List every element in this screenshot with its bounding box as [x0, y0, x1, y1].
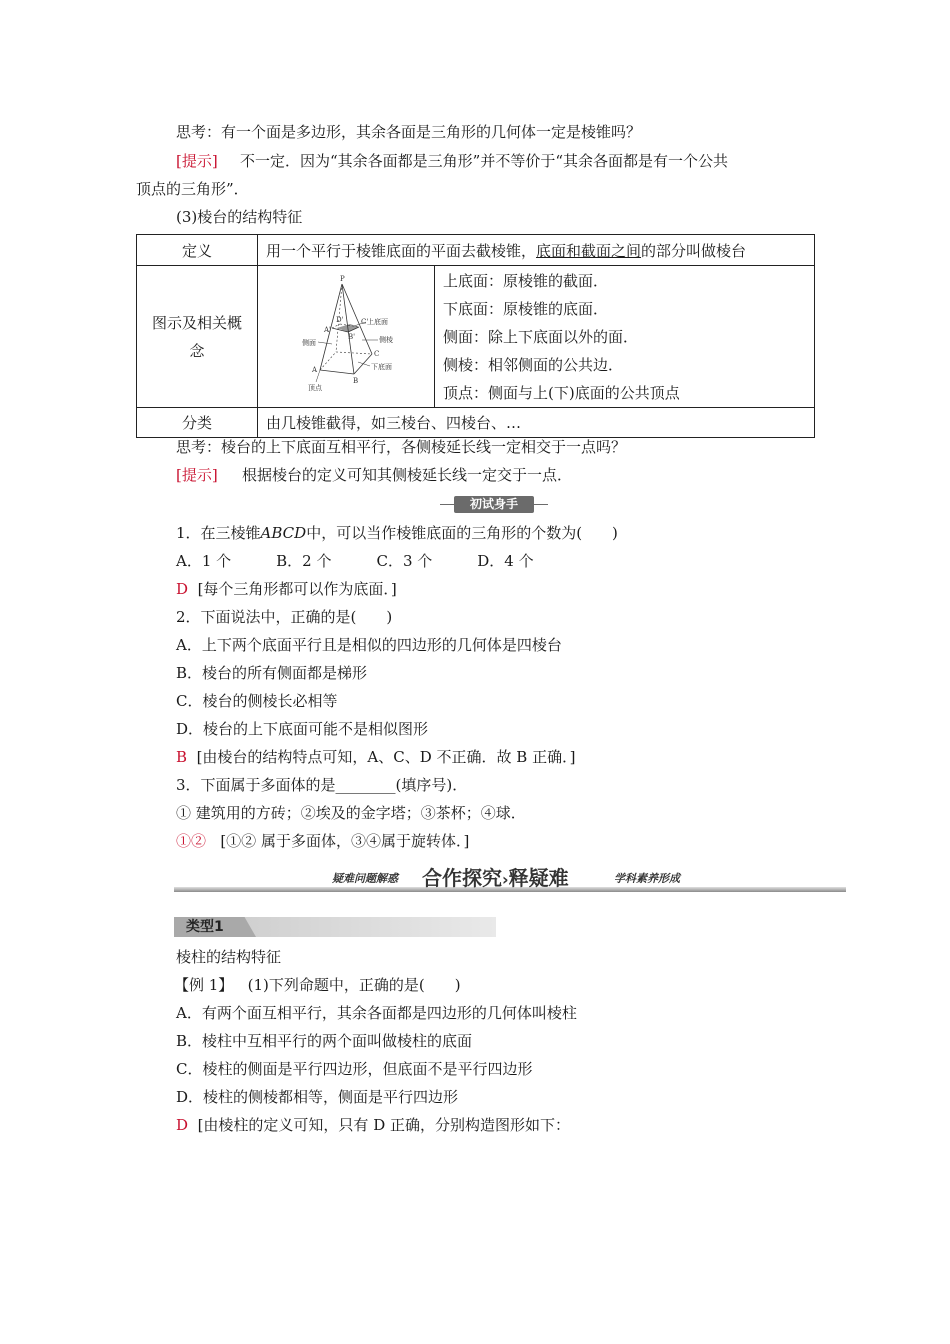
table-row-figure: [137, 266, 815, 408]
think-question-2: 思考：棱台的上下底面互相平行，各侧棱延长线一定相交于一点吗？: [176, 438, 627, 456]
section-header-right: 学科素养形成: [614, 872, 680, 885]
definition-cell: [258, 235, 815, 266]
label-definition: 定义: [137, 235, 258, 266]
example-1: [174, 974, 461, 996]
answer-1-key: D: [176, 580, 189, 598]
frustum-table: [136, 234, 815, 438]
table-row-definition: [137, 235, 815, 266]
question-1-var: ABCD: [260, 524, 307, 542]
question-2-option-b: B．棱台的所有侧面都是梯形: [176, 664, 368, 682]
label-b1: B': [348, 333, 356, 341]
question-1-b: 中，可以当作棱锥底面的三角形的个数为( ): [306, 524, 618, 542]
question-1-options: A．1 个 B．2 个 C．3 个 D．4 个: [176, 552, 534, 570]
answer-1-text: [每个三角形都可以作为底面．]: [197, 580, 397, 598]
example-1-option-b: B．棱柱中互相平行的两个面叫做棱柱的底面: [176, 1032, 473, 1050]
hint-text-1-line2: 顶点的三角形”．: [136, 180, 249, 198]
label-bottom-face: 下底面: [371, 363, 392, 371]
label-d1: D': [336, 316, 344, 324]
concept-lateral-edge: 侧棱：相邻侧面的公共边．: [443, 355, 624, 374]
label-c: C: [374, 350, 380, 358]
type-1-heading: 棱柱的结构特征: [176, 948, 282, 966]
question-1: [176, 522, 618, 544]
table-row-classification: [137, 408, 815, 438]
section-header-title-2: 释疑难: [508, 866, 569, 890]
question-2-option-c: C．棱台的侧棱长必相等: [176, 692, 338, 710]
example-1-option-c: C．棱柱的侧面是平行四边形，但底面不是平行四边形: [176, 1060, 533, 1078]
arrow-icon: ›: [502, 870, 509, 889]
example-1-option-d: D．棱柱的侧棱都相等，侧面是平行四边形: [176, 1088, 459, 1106]
label-classification: 分类: [137, 408, 258, 438]
answer-3-text: [①② 属于多面体，③④属于旋转体．]: [220, 832, 470, 850]
question-2-option-a: A．上下两个底面平行且是相似的四边形的几何体是四棱台: [176, 636, 562, 654]
subheading-frustum: (3)棱台的结构特征: [176, 208, 303, 226]
hint-label-1: [提示]: [176, 152, 218, 170]
hint-label-2: [提示]: [176, 466, 218, 484]
label-figure-line2: 念: [189, 341, 205, 360]
label-lateral-edge: 侧棱: [379, 336, 393, 344]
definition-text-a: 用一个平行于棱锥底面的平面去截棱锥，: [266, 241, 537, 260]
hint-text-2: 根据棱台的定义可知其侧棱延长线一定交于一点．: [242, 466, 573, 484]
label-top-face: 上底面: [367, 318, 388, 326]
example-1-answer: [176, 1114, 570, 1136]
figure-cell: [258, 266, 435, 408]
concept-top-face: 上底面：原棱锥的截面．: [443, 271, 609, 290]
answer-2: [176, 746, 575, 768]
label-vertex: 顶点: [308, 384, 322, 392]
label-figure-line1: 图示及相关概: [151, 313, 242, 332]
section-header-title: [422, 862, 569, 891]
label-a: A: [312, 366, 318, 374]
example-1-answer-key: D: [176, 1116, 189, 1134]
example-1-option-a: A．有两个面互相平行，其余各面都是四边形的几何体叫棱柱: [176, 1004, 577, 1022]
question-1-a: 1．在三棱锥: [176, 524, 261, 542]
question-2-option-d: D．棱台的上下底面可能不是相似图形: [176, 720, 429, 738]
think-question-1: 思考：有一个面是多边形，其余各面是三角形的几何体一定是棱锥吗？: [176, 123, 642, 141]
label-figure-concepts: [137, 266, 258, 408]
example-1-label: 【例 1】: [174, 976, 234, 994]
label-a1: A': [324, 326, 331, 334]
answer-3: [176, 830, 469, 852]
label-c1: C': [361, 318, 369, 326]
question-2: 2．下面说法中，正确的是( ): [176, 608, 393, 626]
answer-2-key: B: [176, 748, 188, 766]
frustum-diagram: [258, 266, 434, 407]
section-header-title-1: 合作探究: [422, 866, 502, 890]
concept-vertex: 顶点：侧面与上(下)底面的公共顶点: [443, 383, 680, 402]
example-1-question: (1)下列命题中，正确的是( ): [247, 976, 461, 994]
answer-3-key: ①②: [176, 832, 207, 850]
section-header-left: 疑难问题解惑: [332, 872, 398, 885]
concept-side-face: 侧面：除上下底面以外的面．: [443, 327, 639, 346]
type-1-badge: [174, 917, 496, 937]
definition-text-b: 的部分叫做棱台: [641, 241, 747, 260]
label-apex: P: [340, 275, 345, 283]
badge-label: 初试身手: [454, 496, 534, 513]
question-3: 3．下面属于多面体的是________(填序号)．: [176, 776, 468, 794]
label-side-face: 侧面: [302, 339, 316, 347]
hint-text-1-line1: 不一定．因为“其余各面都是三角形”并不等价于“其余各面都是有一个公共: [240, 152, 729, 170]
concept-bottom-face: 下底面：原棱锥的底面．: [443, 299, 609, 318]
practice-badge: [440, 496, 548, 514]
definition-text-underlined: 底面和截面之间: [536, 241, 642, 260]
label-b: B: [353, 377, 359, 385]
answer-2-text: [由棱台的结构特点可知，A、C、D 不正确．故 B 正确．]: [196, 748, 576, 766]
question-3-items: ① 建筑用的方砖；②埃及的金字塔；③茶杯；④球．: [176, 804, 526, 822]
concepts-cell: [435, 266, 815, 408]
section-header: [174, 862, 846, 894]
type-1-label: 类型1: [186, 919, 224, 935]
classification-text: 由几棱锥截得，如三棱台、四棱台、…: [258, 408, 815, 438]
answer-1: [176, 578, 397, 600]
example-1-answer-text: [由棱柱的定义可知，只有 D 正确，分别构造图形如下：: [197, 1116, 570, 1134]
